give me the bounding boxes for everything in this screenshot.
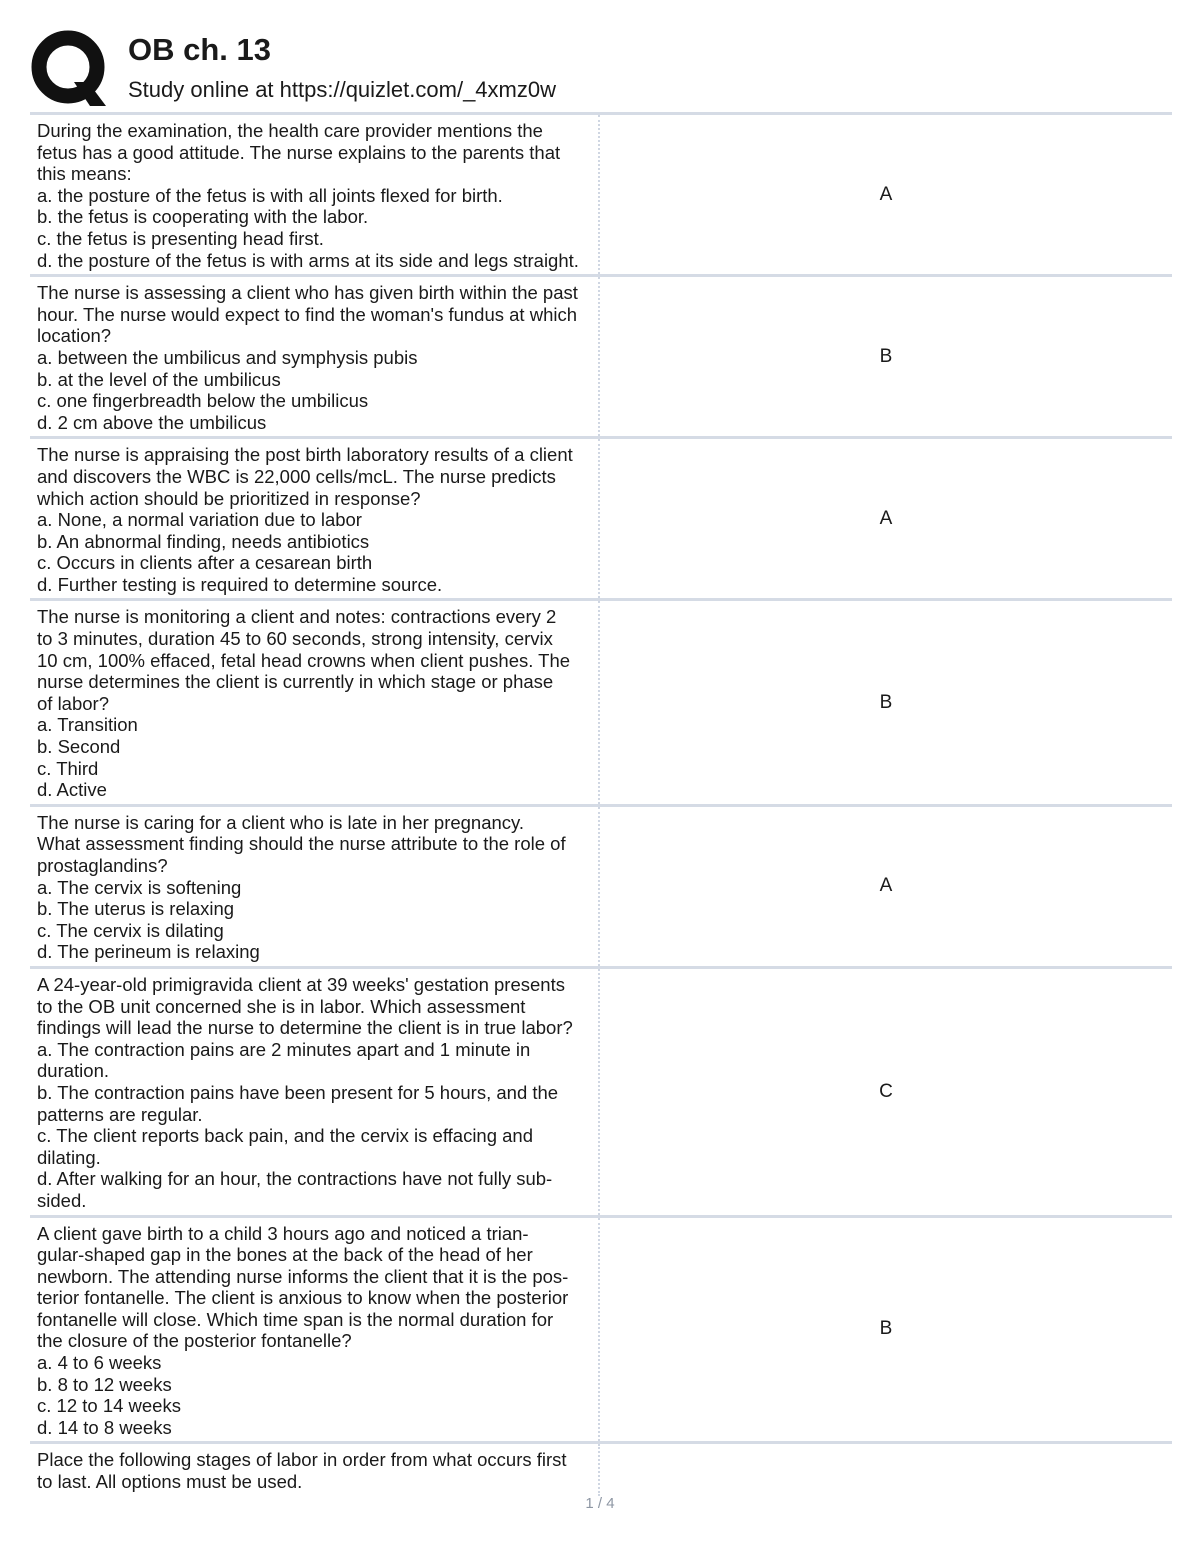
option-c: c. Occurs in clients after a cesarean birth — [37, 552, 373, 574]
option-a: duration. — [37, 1060, 109, 1082]
flashcard-row — [30, 966, 1172, 1215]
question-line: prostaglandins? — [37, 855, 168, 876]
flashcard-row — [30, 598, 1172, 803]
card-question — [30, 1218, 600, 1442]
question-line: fontanelle will close. Which time span is the normal duration for — [37, 1308, 554, 1330]
option-c: c. 12 to 14 weeks — [37, 1395, 181, 1417]
option-c: c. the fetus is presenting head first. — [37, 227, 324, 249]
card-question — [30, 969, 600, 1215]
question-line: the closure of the posterior fontanelle? — [37, 1330, 352, 1352]
question-line: The nurse is assessing a client who has given birth within the past — [37, 282, 578, 304]
flashcard-row — [30, 274, 1172, 436]
option-a: a. between the umbilicus and symphysis pubis — [37, 346, 418, 368]
option-b: b. at the level of the umbilicus — [37, 368, 281, 390]
card-question — [30, 807, 600, 966]
option-d: d. Further testing is required to determine source. — [37, 573, 443, 595]
option-a: a. the posture of the fetus is with all joints flexed for birth. — [37, 184, 503, 206]
question-line: Place the following stages of labor in order from what occurs first — [37, 1449, 567, 1471]
question-line: newborn. The attending nurse informs the client that it is the pos- — [37, 1265, 569, 1287]
option-b: b. An abnormal finding, needs antibiotics — [37, 530, 370, 552]
option-b: b. The uterus is relaxing — [37, 898, 235, 920]
option-c: dilating. — [37, 1146, 101, 1168]
flashcard-row — [30, 436, 1172, 598]
option-b: b. 8 to 12 weeks — [37, 1373, 172, 1395]
question-line: A 24-year-old primigravida client at 39 weeks' gestation presents — [37, 973, 565, 995]
option-b: b. the fetus is cooperating with the labor. — [37, 206, 369, 228]
card-answer: A — [879, 875, 893, 897]
option-a: a. The contraction pains are 2 minutes apart and 1 minute in — [37, 1038, 531, 1060]
flashcard-row — [30, 1441, 1172, 1495]
option-a: a. The cervix is softening — [37, 876, 242, 898]
question-line: of labor? — [37, 692, 109, 714]
flashcard-row — [30, 1215, 1172, 1442]
option-d: d. The perineum is relaxing — [37, 941, 260, 963]
question-line: terior fontanelle. The client is anxious to know when the posterior — [37, 1287, 569, 1309]
option-a: a. None, a normal variation due to labor — [37, 509, 362, 531]
card-answer: B — [879, 1318, 893, 1340]
option-d: d. 14 to 8 weeks — [37, 1416, 172, 1438]
option-d: d. 2 cm above the umbilicus — [37, 411, 267, 433]
question-line: which action should be prioritized in response? — [37, 487, 421, 509]
option-b: b. Second — [37, 736, 121, 758]
flashcard-row — [30, 804, 1172, 966]
question-line: 10 cm, 100% effaced, fetal head crowns when client pushes. The — [37, 649, 571, 671]
option-b: b. The contraction pains have been present for 5 hours, and the — [37, 1081, 559, 1103]
page-header — [30, 28, 1180, 110]
card-answer: B — [879, 345, 893, 367]
question-line: The nurse is monitoring a client and notes: contractions every 2 — [37, 606, 557, 628]
card-answer: B — [879, 691, 893, 713]
option-d: d. Active — [37, 779, 107, 801]
card-answer: A — [879, 183, 893, 205]
card-question — [30, 277, 600, 436]
study-link-text: Study online at https://quizlet.com/_4xmz0w — [128, 77, 556, 102]
page-title: OB ch. 13 — [128, 32, 271, 67]
option-c: c. The client reports back pain, and the cervix is effacing and — [37, 1125, 534, 1147]
card-question — [30, 601, 600, 803]
question-line: nurse determines the client is currently in which stage or phase — [37, 671, 554, 693]
option-c: c. one fingerbreadth below the umbilicus — [37, 390, 369, 412]
flashcard-list — [30, 112, 1172, 1496]
question-line: During the examination, the health care provider mentions the — [37, 120, 543, 141]
card-question — [30, 115, 600, 274]
question-line: findings will lead the nurse to determine the client is in true labor? — [37, 1017, 573, 1039]
card-question — [30, 1444, 600, 1495]
question-line: hour. The nurse would expect to find the woman's fundus at which — [37, 303, 578, 325]
option-a: a. 4 to 6 weeks — [37, 1352, 162, 1374]
question-line: location? — [37, 325, 112, 347]
option-d: d. After walking for an hour, the contractions have not fully sub- — [37, 1168, 553, 1190]
card-answer — [600, 1444, 1172, 1495]
question-line: What assessment finding should the nurse attribute to the role of — [37, 833, 566, 855]
option-c: c. Third — [37, 757, 99, 779]
option-b: patterns are regular. — [37, 1103, 203, 1125]
question-line: to the OB unit concerned she is in labor. Which assessment — [37, 995, 526, 1017]
question-line: to last. All options must be used. — [37, 1471, 303, 1493]
question-line: and discovers the WBC is 22,000 cells/mcL. The nurse predicts — [37, 465, 556, 487]
question-line: fetus has a good attitude. The nurse explains to the parents that — [37, 141, 561, 163]
option-d: d. the posture of the fetus is with arms at its side and legs straight. — [37, 249, 579, 271]
page-number: 1 / 4 — [585, 1495, 615, 1512]
quizlet-q-logo-icon — [30, 30, 106, 106]
card-question — [30, 439, 600, 598]
option-a: a. Transition — [37, 714, 138, 736]
option-c: c. The cervix is dilating — [37, 919, 224, 941]
question-line: gular-shaped gap in the bones at the back of the head of her — [37, 1244, 533, 1266]
question-line: The nurse is appraising the post birth laboratory results of a client — [37, 444, 573, 466]
question-line: this means: — [37, 163, 132, 185]
flashcard-row — [30, 112, 1172, 274]
question-line: A client gave birth to a child 3 hours ago and noticed a trian- — [37, 1222, 529, 1244]
option-d: sided. — [37, 1189, 87, 1211]
question-line: to 3 minutes, duration 45 to 60 seconds, strong intensity, cervix — [37, 628, 553, 650]
question-line: The nurse is caring for a client who is late in her pregnancy. — [37, 811, 525, 833]
card-answer: C — [879, 1080, 893, 1102]
card-answer: A — [879, 507, 893, 529]
